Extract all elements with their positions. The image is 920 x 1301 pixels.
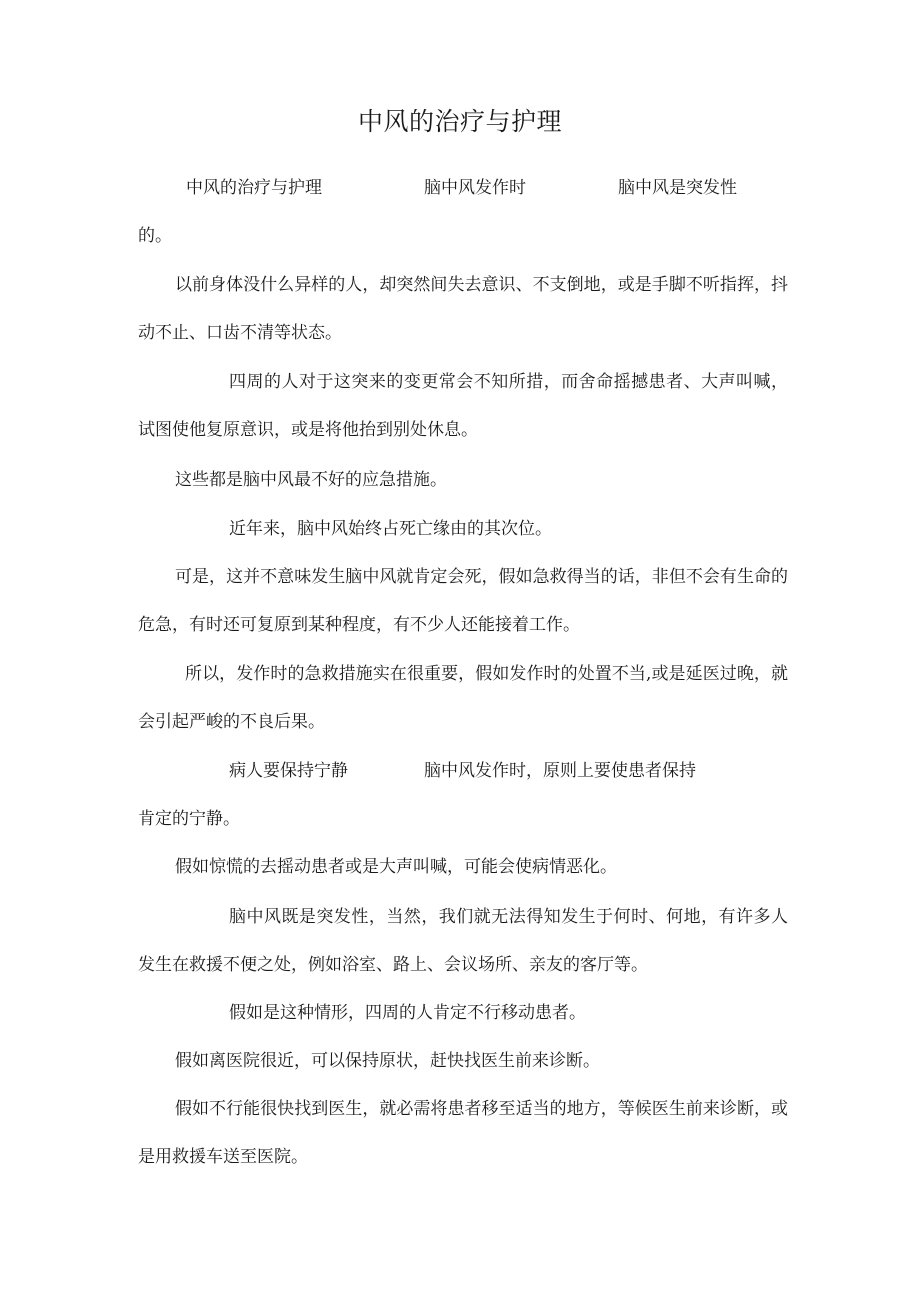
header-col-1: 中风的治疗与护理	[186, 178, 322, 198]
header-col-3: 脑中风是突发性	[618, 178, 737, 198]
paragraph-9: 假如惊慌的去摇动患者或是大声叫喊，可能会使病情恶化。	[175, 857, 617, 877]
paragraph-11: 假如是这种情形，四周的人肯定不行移动患者。	[229, 1003, 586, 1023]
paragraph-5: 近年来，脑中风始终占死亡缘由的其次位。	[229, 519, 552, 539]
paragraph-12: 假如离医院很近，可以保持原状，赶快找医生前来诊断。	[175, 1051, 600, 1071]
paragraph-13: 假如不行能很快找到医生，就必需将患者移至适当的地方，等候医生前来诊断，或是用救援车送至医院。	[138, 1099, 788, 1167]
paragraph-6: 可是，这并不意味发生脑中风就肯定会死，假如急救得当的话，非但不会有生命的危急，有时还可复原到某种程度，有不少人还能接着工作。	[138, 567, 788, 635]
header-row	[0, 164, 920, 212]
subhead-col-2: 脑中风发作时，原则上要使患者保持	[424, 761, 696, 781]
subhead-col-1: 病人要保持宁静	[229, 761, 348, 781]
paragraph-4: 这些都是脑中风最不好的应急措施。	[175, 470, 447, 490]
paragraph-2: 以前身体没什么异样的人，却突然间失去意识、不支倒地，或是手脚不听指挥，抖动不止、口齿不清等状态。	[138, 275, 788, 343]
subhead-row	[0, 747, 920, 795]
paragraph-7: 所以，发作时的急救措施实在很重要，假如发作时的处置不当,或是延医过晚，就会引起严峻的不良后果。	[138, 664, 788, 732]
header-col-2: 脑中风发作时	[424, 178, 526, 198]
paragraph-8-continuation: 肯定的宁静。	[138, 809, 240, 829]
document-title: 中风的治疗与护理	[357, 107, 562, 136]
paragraph-3: 四周的人对于这突来的变更常会不知所措，而舍命摇撼患者、大声叫喊，试图使他复原意识，或是将他抬到别处休息。	[138, 372, 788, 440]
paragraph-1-continuation: 的。	[138, 226, 172, 246]
paragraph-10: 脑中风既是突发性，当然，我们就无法得知发生于何时、何地，有许多人发生在救援不便之处，例如浴室、路上、会议场所、亲友的客厅等。	[138, 907, 788, 975]
